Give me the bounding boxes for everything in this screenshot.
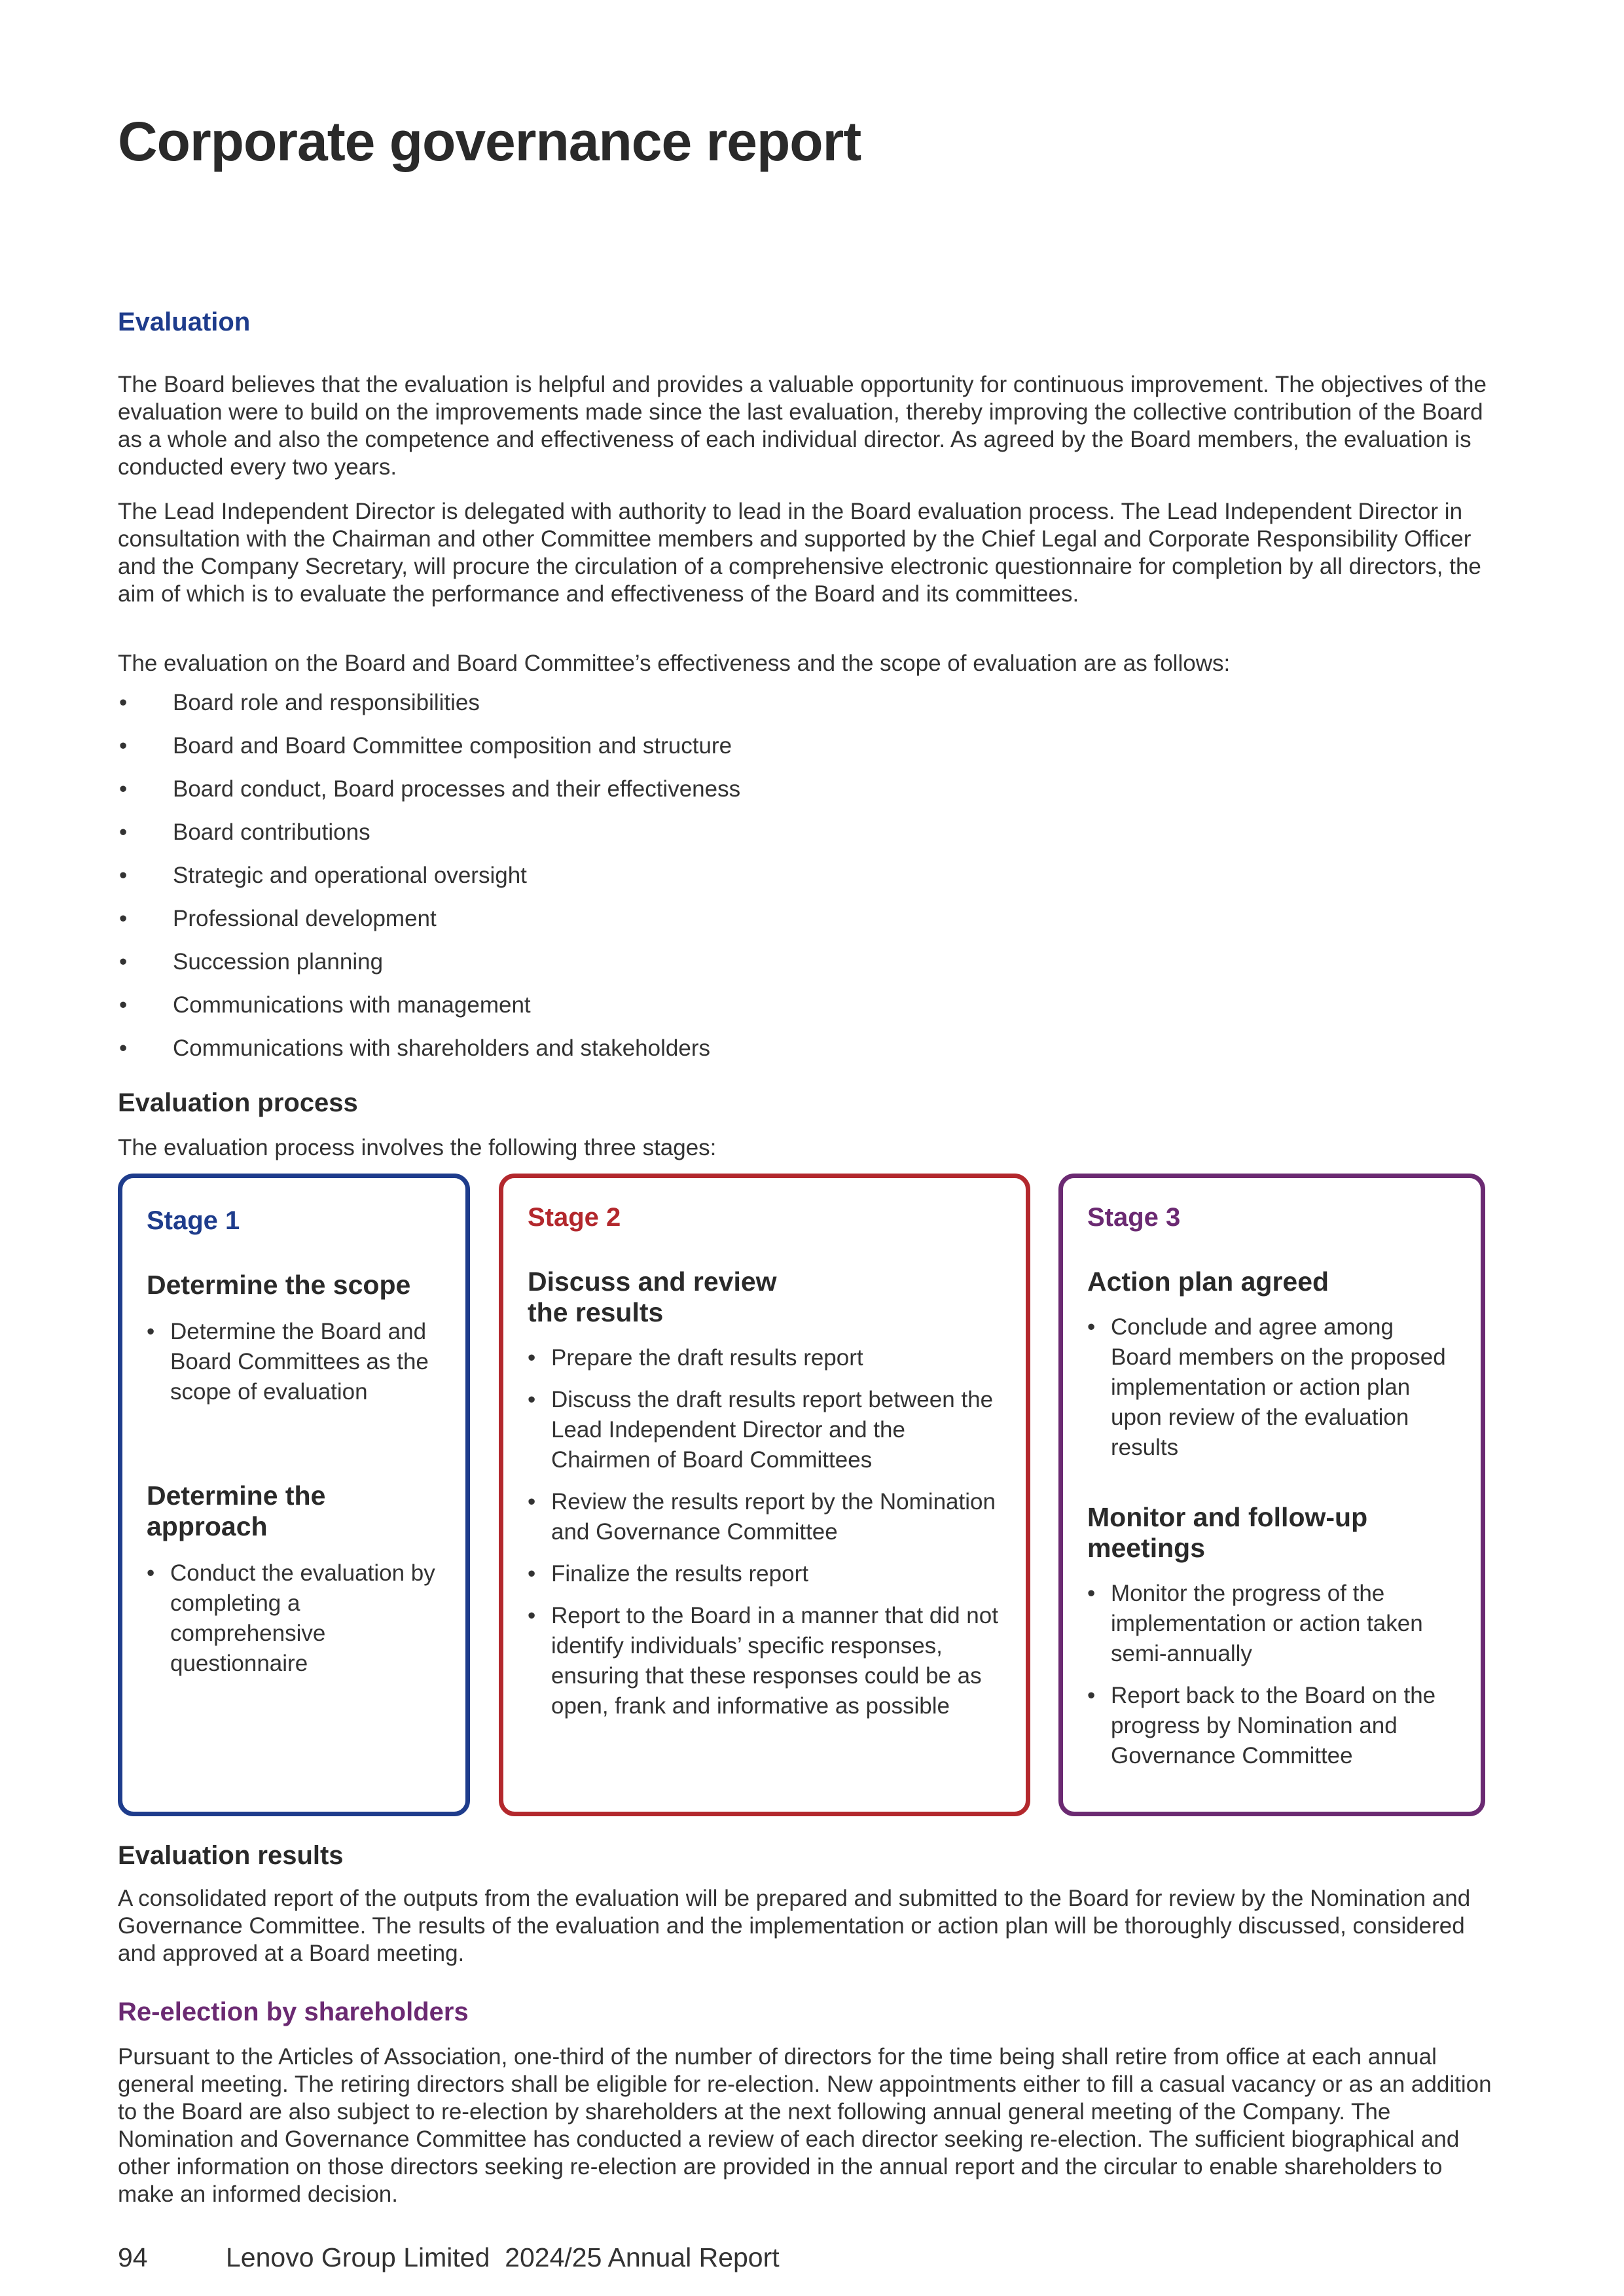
bullet-icon: • [1087,1683,1096,1708]
list-item [528,1487,1009,1547]
stage-3-box [1058,1174,1485,1816]
list-item [1087,1681,1454,1771]
bullet-icon: • [119,992,128,1018]
reelection-heading: Re-election by shareholders [118,1998,469,2026]
bullet-icon: • [119,863,128,888]
list-item [118,948,740,992]
bullet-icon: • [528,1387,536,1412]
list-item-text: Determine the Board and Board Committees as the scope of evaluation [170,1319,429,1405]
stage-3-group-2-bullets [1087,1579,1454,1783]
list-item-text: Conduct the evaluation by completing a comprehensive questionnaire [170,1560,435,1676]
bullet-icon: • [528,1489,536,1515]
bullet-icon: • [119,906,128,931]
stage-3-group-1-title: Action plan agreed [1087,1266,1329,1297]
list-item-text: Board and Board Committee composition and structure [173,733,732,759]
stage-1-group-2-bullets [147,1558,441,1691]
bullet-icon: • [1087,1314,1096,1340]
stage-1-group-2-title: Determine the approach [147,1480,326,1541]
bullet-icon: • [528,1561,536,1587]
list-item [118,862,740,905]
evaluation-scope-list [118,689,740,1078]
stage-1-box [118,1174,470,1816]
stage-2-box [499,1174,1030,1816]
stage-1-group-1-title: Determine the scope [147,1270,411,1300]
list-item-text: Report back to the Board on the progress by Nomination and Governance Committee [1111,1683,1436,1768]
evaluation-paragraph-2: The Lead Independent Director is delegated with authority to lead in the Board evaluation process. The Lead Independent Director in consultation with the Chairman and other Committee members and supported by the Chief Legal and Corporate Responsibility Officer and the Company Secretary, will procure the circulation of a comprehensive electronic questionnaire for completion by all directors, the aim of which is to evaluate the performance and effectiveness of the Board and its committees. [118,499,1481,607]
list-item-text: Board contributions [173,819,370,845]
bullet-icon: • [119,819,128,845]
stage-3-group-1-bullets [1087,1312,1454,1475]
list-item-text: Report to the Board in a manner that did not identify individuals’ specific responses, ensuring that these responses could be as open, frank and informative as possible [551,1603,998,1719]
evaluation-heading: Evaluation [118,308,251,336]
list-item [118,819,740,862]
stage-1-label: Stage 1 [147,1206,240,1235]
list-item [528,1559,1009,1589]
list-item [528,1343,1009,1373]
bullet-icon: • [119,776,128,802]
list-item-text: Succession planning [173,949,384,975]
list-item [147,1317,441,1407]
list-item [118,1035,740,1078]
list-item [118,689,740,732]
list-item-text: Review the results report by the Nomination and Governance Committee [551,1489,996,1545]
list-item-text: Board role and responsibilities [173,690,480,715]
bullet-icon: • [528,1603,536,1628]
bullet-icon: • [119,690,128,715]
list-item [528,1601,1009,1721]
stage-3-label: Stage 3 [1087,1203,1181,1232]
page-number: 94 [118,2242,148,2272]
list-item-text: Discuss the draft results report between the Lead Independent Director and the Chairmen of Board Committees [551,1387,994,1473]
list-item-text: Professional development [173,906,437,931]
list-item [1087,1312,1454,1463]
bullet-icon: • [119,733,128,759]
publication-title: Lenovo Group Limited 2024/25 Annual Report [226,2242,780,2272]
list-item-text: Conclude and agree among Board members on the proposed implementation or action plan upon review of the evaluation results [1111,1314,1446,1460]
list-item-text: Communications with management [173,992,531,1018]
evaluation-paragraph-1: The Board believes that the evaluation is helpful and provides a valuable opportunity for continuous improvement. The objectives of the evaluation were to build on the improvements made since the last evaluation, thereby improving the collective contribution of the Board as a whole and also the competence and effectiveness of each individual director. As agreed by the Board members, the evaluation is conducted every two years. [118,372,1487,480]
evaluation-paragraph-3: The evaluation on the Board and Board Committee’s effectiveness and the scope of evaluation are as follows: [118,651,1231,676]
stage-2-group-1-title: Discuss and review the results [528,1266,777,1327]
list-item [528,1385,1009,1475]
list-item [118,732,740,776]
evaluation-process-intro: The evaluation process involves the following three stages: [118,1135,717,1160]
list-item-text: Finalize the results report [551,1561,808,1587]
list-item-text: Prepare the draft results report [551,1345,863,1371]
page-footer [118,2242,780,2273]
bullet-icon: • [119,1035,128,1061]
evaluation-results-heading: Evaluation results [118,1841,344,1870]
list-item [118,776,740,819]
list-item-text: Board conduct, Board processes and their effectiveness [173,776,741,802]
list-item-text: Monitor the progress of the implementation or action taken semi-annually [1111,1581,1423,1666]
bullet-icon: • [528,1345,536,1371]
page-title: Corporate governance report [118,111,861,172]
evaluation-results-text: A consolidated report of the outputs from the evaluation will be prepared and submitted to the Board for review by the Nomination and Governance Committee. The results of the evaluation and the implementation or action plan will be thoroughly discussed, considered and approved at a Board meeting. [118,1886,1471,1966]
list-item-text: Communications with shareholders and stakeholders [173,1035,710,1061]
stage-1-group-1-bullets [147,1317,441,1419]
stage-2-group-1-bullets [528,1343,1009,1733]
bullet-icon: • [147,1319,155,1344]
list-item [1087,1579,1454,1669]
list-item-text: Strategic and operational oversight [173,863,527,888]
stage-2-label: Stage 2 [528,1203,621,1232]
evaluation-process-heading: Evaluation process [118,1088,358,1117]
reelection-text: Pursuant to the Articles of Association, one-third of the number of directors for the time being shall retire from office at each annual general meeting. The retiring directors shall be eligible for re-election. New appointments either to fill a casual vacancy or as an addition to the Board are also subject to re-election by shareholders at the next following annual general meeting of the Company. The Nomination and Governance Committee has conducted a review of each director seeking re-election. The sufficient biographical and other information on those directors seeking re-election are provided in the annual report and the circular to enable shareholders to make an informed decision. [118,2044,1492,2207]
bullet-icon: • [1087,1581,1096,1606]
bullet-icon: • [147,1560,155,1586]
list-item [118,905,740,948]
stage-3-group-2-title: Monitor and follow-up meetings [1087,1502,1368,1563]
bullet-icon: • [119,949,128,975]
list-item [118,992,740,1035]
list-item [147,1558,441,1679]
